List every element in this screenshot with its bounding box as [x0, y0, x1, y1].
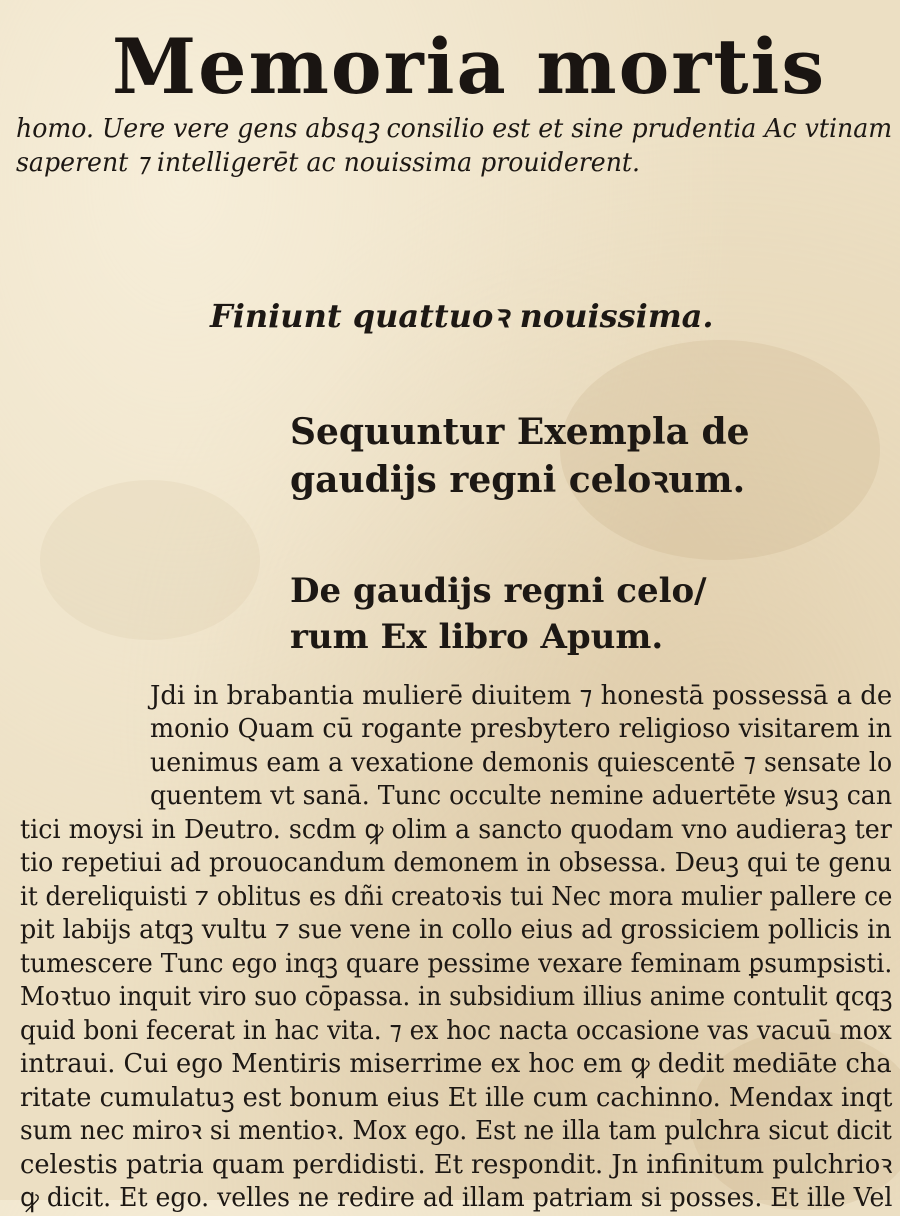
body-line: quid boni fecerat in hac vita. ⁊ ex hoc nacta occasione vas vacuū mox — [20, 1016, 892, 1046]
body-line: sum nec miroꝛ si mentioꝛ. Mox ego. Est ne illa tam pulchra sicut dicit — [20, 1116, 892, 1146]
intro-line: homo. Uere vere gens absqꝫ consilio est et sine prudentia Ac vtinam — [16, 114, 893, 144]
body-line: celestis patria quam perdidisti. Et respondit. Jn infinitum pulchrioꝛ — [20, 1150, 893, 1180]
heading-line: De gaudijs regni celo/ — [290, 571, 707, 611]
body-line: tio repetiui ad prouocandum demonem in obsessa. Deuꝫ qui te genu — [20, 848, 892, 878]
body-line: Jdi in brabantia mulierē diuitem ⁊ honestā possessā a de — [150, 681, 893, 711]
body-line: tumescere Tunc ego inqꝫ quare pessime vexare feminam ꝑsumpsisti. — [20, 949, 893, 979]
body-line: ꝙ dicit. Et ego. velles ne redire ad illam patriam si posses. Et ille Vel — [20, 1183, 893, 1213]
heading-finiunt: Finiunt quattuoꝛ nouissima. — [210, 297, 714, 335]
body-line: tici moysi in Deutro. scdm ꝙ olim a sancto quodam vno audieraꝫ ter — [20, 815, 892, 845]
body-line: Moꝛtuo inquit viro suo cōpassa. in subsidium illius anime contulit qcqꝫ — [20, 982, 893, 1012]
intro-line: saperent ⁊ intelligerēt ac nouissima prouiderent. — [16, 148, 641, 178]
heading-line: gaudijs regni celoꝛum. — [290, 459, 746, 501]
body-line: it dereliquisti ⁊ oblitus es dñi creatoꝛis tui Nec mora mulier pallere ce — [20, 882, 893, 912]
body-line: pit labijs atqꝫ vultu ⁊ sue vene in collo eius ad grossiciem pollicis in — [20, 915, 892, 945]
heading-sequuntur — [290, 408, 750, 504]
body-line: quentem vt sanā. Tunc occulte nemine aduertēte ꝟsuꝫ can — [150, 781, 893, 811]
heading-line: Sequuntur Exempla de — [290, 411, 750, 453]
body-line: ritate cumulatuꝫ est bonum eius Et ille cum cachinno. Mendax inqt — [20, 1083, 893, 1113]
page-title: Memoria mortis — [112, 22, 827, 111]
paper-stain — [40, 480, 260, 640]
intro-paragraph — [16, 112, 900, 180]
heading-line: rum Ex libro Apum. — [290, 617, 664, 657]
body-line: monio Quam cū rogante presbytero religioso visitarem in — [150, 714, 893, 744]
heading-de-gaudiis — [290, 568, 707, 660]
body-line: uenimus eam a vexatione demonis quiescentē ⁊ sensate lo — [150, 748, 893, 778]
body-line: intraui. Cui ego Mentiris miserrime ex hoc em ꝙ dedit mediāte cha — [20, 1049, 892, 1079]
